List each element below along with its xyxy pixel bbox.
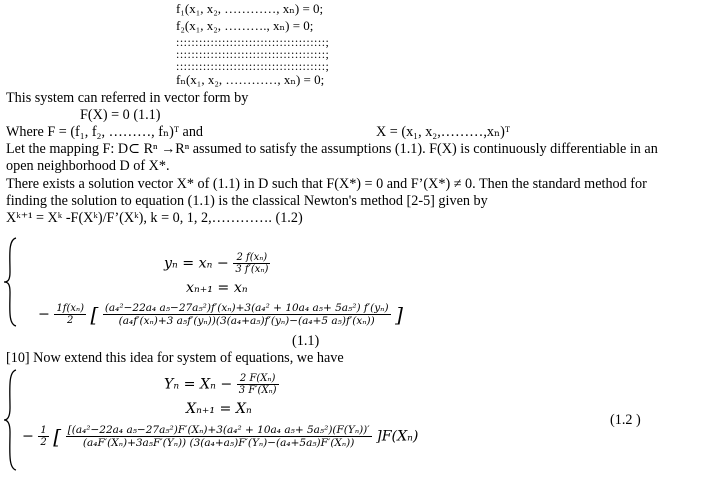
scalar-big-denominator: (a₄f′(xₙ)+3 a₅f′(yₙ))(3(a₄+a₅)f′(yₙ)−(a₄+5 a₅)f′(xₙ)) [118, 315, 375, 327]
vector-tail: ]F(Xₙ) [376, 428, 419, 445]
left-brace-vector [2, 368, 20, 472]
vector-big-fraction [66, 424, 372, 449]
scalar-y-denominator: 3 f′(xₙ) [235, 264, 269, 275]
vector-coef-fraction [38, 425, 48, 448]
vector-correction-line: − $\frac{1}{2}$ [ $\frac{\text{[(a₄²−22a₄ a₅−27a₅²)F′(Xₙ)+3(a₄² + 10a₄ a₅+ 5a₅²)(F(Yₙ))′}}{\text{(a₄F′(Xₙ)+3a₅F′(Yₙ)) (3(a₄+a₅)F′(Yₙ)−(a₄+5a₅)F′(Xₙ))}}$ ]F(Xₙ) [22, 424, 419, 449]
system-equation-1: f₁(x₁, x₂, …………, xₙ) = 0; [176, 1, 324, 16]
vector-equation-label: (1.2 ) [610, 412, 641, 428]
newton-method-equation: Xᵏ⁺¹ = Xᵏ -F(Xᵏ)/F’(Xᵏ), k = 0, 1, 2,…………. (1.2) [6, 210, 303, 226]
system-equation-2: f₂(x₁, x₂, ………., xₙ) = 0; [176, 18, 314, 33]
vector-x-update: Xₙ₊₁ = Xₙ [186, 401, 252, 417]
system-dots-3: :::::::::::::::::::::::::::::::::::::::; [176, 59, 330, 73]
paragraph-solution-line-2: finding the solution to equation (1.1) is the classical Newton's method [2-5] given by [6, 193, 488, 209]
scalar-y-fraction [233, 252, 270, 275]
scalar-coef-fraction [54, 303, 86, 326]
vector-y-lhs: Yₙ = Xₙ − [164, 376, 233, 393]
vector-y-fraction [237, 373, 279, 396]
vector-y-numerator: 2 F(Xₙ) [237, 373, 279, 385]
scalar-big-numerator: (a₄²−22a₄ a₅−27a₅²)f′(xₙ)+3(a₄² + 10a₄ a₅+ 5a₅²) f′(yₙ) [104, 302, 389, 314]
paragraph-mapping-line-2: open neighborhood D of X*. [6, 158, 170, 174]
vector-big-numerator: [(a₄²−22a₄ a₅−27a₅²)F′(Xₙ)+3(a₄² + 10a₄ a₅+ 5a₅²)(F(Yₙ))′ [67, 424, 370, 436]
vector-coef-denominator: 2 [40, 437, 47, 448]
system-dots-1: :::::::::::::::::::::::::::::::::::::::; [176, 35, 330, 49]
scalar-correction-line: − $\frac{\text{1f(xₙ)}}{2}$ [ $\frac{\text{(a₄²−22a₄ a₅−27a₅²)f′(xₙ)+3(a₄² + 10a₄ a₅+ 5a₅²) f′(yₙ)}}{\text{(a₄f′(xₙ)+3 a₅f′(yₙ))(3(a₄+a₅)f′(yₙ)−(a₄+5 a₅)f′(xₙ))}}$ ] [38, 302, 403, 327]
vector-y-denominator: 3 F′(Xₙ) [238, 385, 277, 396]
vector-y-line [164, 373, 279, 396]
paragraph-extend-system: [10] Now extend this idea for system of equations, we have [6, 350, 344, 366]
scalar-y-lhs: yₙ = xₙ − [164, 255, 229, 272]
scalar-x-update: xₙ₊₁ = xₙ [186, 280, 248, 296]
scalar-y-numerator: 2 f(xₙ) [233, 252, 270, 264]
vector-coef-numerator: 1 [40, 425, 47, 436]
system-dots-2: :::::::::::::::::::::::::::::::::::::::; [176, 47, 330, 61]
scalar-equation-label: (1.1) [292, 333, 320, 349]
scalar-minus: − [38, 306, 50, 323]
x-vector-definition: X = (x₁, x₂,………,xₙ)ᵀ [376, 124, 510, 140]
vector-minus: − [22, 428, 34, 445]
where-definition: Where F = (f₁, f₂, ………, fₙ)ᵀ and [6, 124, 204, 140]
left-brace-scalar [2, 236, 20, 328]
paragraph-solution-line-1: There exists a solution vector X* of (1.1) in D such that F(X*) = 0 and F’(X*) ≠ 0. Then the standard method for [6, 176, 647, 192]
system-equation-n: fₙ(x₁, x₂, …………, xₙ) = 0; [176, 72, 325, 87]
scalar-big-fraction [103, 302, 391, 327]
equation-1-1: F(X) = 0 (1.1) [80, 107, 161, 123]
scalar-y-line [164, 252, 270, 275]
vector-big-denominator: (a₄F′(Xₙ)+3a₅F′(Yₙ)) (3(a₄+a₅)F′(Yₙ)−(a₄+5a₅)F′(Xₙ)) [82, 437, 355, 449]
scalar-coef-denominator: 2 [67, 315, 74, 326]
paragraph-vector-form: This system can referred in vector form by [6, 90, 249, 106]
scalar-coef-numerator: 1f(xₙ) [56, 303, 84, 314]
paragraph-mapping-line-1: Let the mapping F: D⊂ Rⁿ →Rⁿ assumed to satisfy the assumptions (1.1). F(X) is continuously differentiable in an [6, 141, 658, 157]
